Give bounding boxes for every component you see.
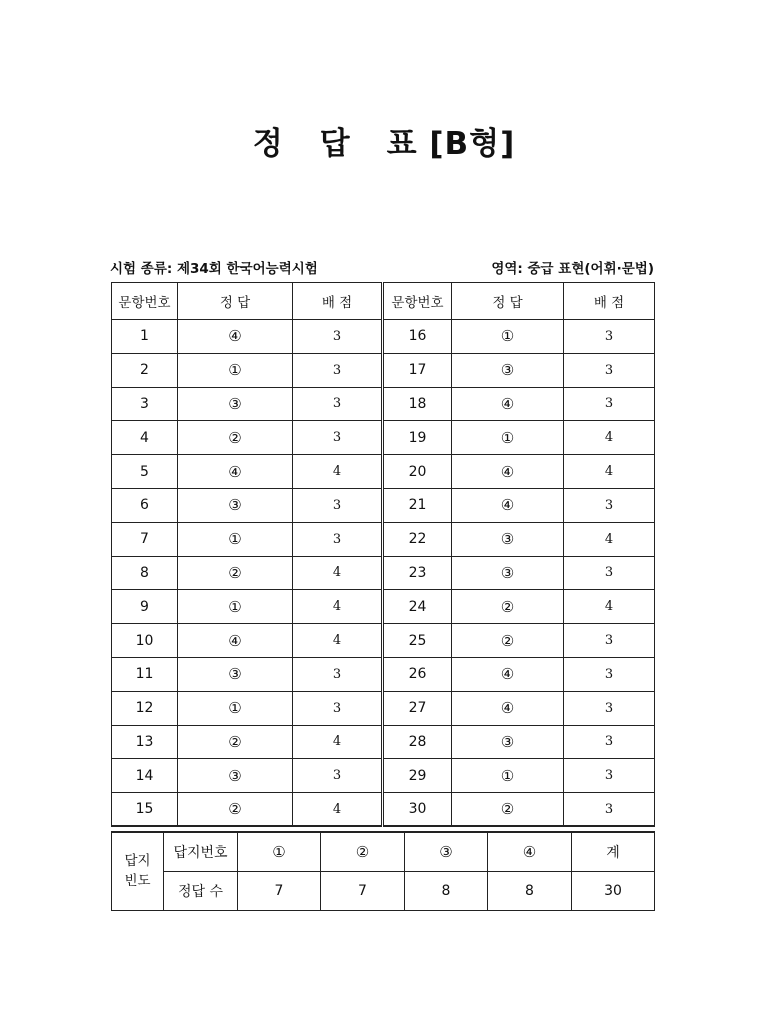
title-part-3: 표 [B형] bbox=[386, 126, 516, 162]
question-number: 15 bbox=[112, 793, 178, 827]
table-row bbox=[112, 455, 655, 489]
question-number: 2 bbox=[112, 353, 178, 387]
answer-mark: ① bbox=[452, 421, 564, 455]
points-value: 4 bbox=[293, 624, 383, 658]
table-row bbox=[112, 387, 655, 421]
answer-mark: ③ bbox=[452, 725, 564, 759]
header-number: 문항번호 bbox=[383, 283, 452, 320]
question-number: 28 bbox=[383, 725, 452, 759]
points-value: 3 bbox=[564, 725, 655, 759]
question-number: 24 bbox=[383, 590, 452, 624]
answer-mark: ① bbox=[178, 590, 293, 624]
answer-mark: ② bbox=[178, 725, 293, 759]
table-row bbox=[112, 793, 655, 827]
option-1: ① bbox=[238, 832, 321, 871]
question-number: 22 bbox=[383, 522, 452, 556]
points-value: 3 bbox=[564, 624, 655, 658]
exam-area: 영역: 중급 표현(어휘·문법) bbox=[491, 261, 654, 277]
answer-mark: ② bbox=[452, 793, 564, 827]
points-value: 3 bbox=[564, 353, 655, 387]
table-row bbox=[112, 725, 655, 759]
points-value: 3 bbox=[564, 759, 655, 793]
question-number: 4 bbox=[112, 421, 178, 455]
points-value: 4 bbox=[293, 455, 383, 489]
answer-mark: ② bbox=[178, 556, 293, 590]
points-value: 3 bbox=[293, 353, 383, 387]
answer-mark: ① bbox=[178, 691, 293, 725]
answer-mark: ③ bbox=[452, 353, 564, 387]
question-number: 27 bbox=[383, 691, 452, 725]
count-option-3: 8 bbox=[405, 871, 488, 910]
question-number: 9 bbox=[112, 590, 178, 624]
answer-mark: ② bbox=[178, 793, 293, 827]
points-value: 3 bbox=[564, 387, 655, 421]
points-value: 3 bbox=[564, 320, 655, 354]
frequency-label-line2: 빈도 bbox=[124, 873, 151, 890]
header-answer: 정 답 bbox=[452, 283, 564, 320]
answer-mark: ③ bbox=[178, 657, 293, 691]
table-row bbox=[112, 556, 655, 590]
answer-mark: ④ bbox=[178, 320, 293, 354]
points-value: 4 bbox=[293, 590, 383, 624]
points-value: 3 bbox=[293, 387, 383, 421]
points-value: 3 bbox=[293, 421, 383, 455]
answer-mark: ② bbox=[452, 624, 564, 658]
points-value: 3 bbox=[293, 657, 383, 691]
option-number-label: 답지번호 bbox=[164, 832, 238, 871]
points-value: 3 bbox=[293, 488, 383, 522]
answer-mark: ① bbox=[452, 759, 564, 793]
question-number: 23 bbox=[383, 556, 452, 590]
points-value: 3 bbox=[564, 556, 655, 590]
points-value: 3 bbox=[293, 320, 383, 354]
question-number: 6 bbox=[112, 488, 178, 522]
answer-mark: ④ bbox=[452, 488, 564, 522]
points-value: 3 bbox=[564, 691, 655, 725]
points-value: 3 bbox=[293, 522, 383, 556]
count-total: 30 bbox=[572, 871, 655, 910]
answer-mark: ③ bbox=[178, 488, 293, 522]
points-value: 3 bbox=[564, 793, 655, 827]
answer-mark: ① bbox=[452, 320, 564, 354]
exam-type: 시험 종류: 제34회 한국어능력시험 bbox=[110, 261, 318, 277]
answer-mark: ④ bbox=[452, 455, 564, 489]
frequency-label bbox=[112, 832, 164, 910]
option-4: ④ bbox=[488, 832, 572, 871]
table-row bbox=[112, 657, 655, 691]
table-header-row bbox=[112, 283, 655, 320]
answer-mark: ④ bbox=[178, 455, 293, 489]
header-points: 배 점 bbox=[564, 283, 655, 320]
answer-mark: ④ bbox=[452, 691, 564, 725]
header-answer: 정 답 bbox=[178, 283, 293, 320]
frequency-label-line1: 답지 bbox=[124, 853, 151, 870]
question-number: 10 bbox=[112, 624, 178, 658]
question-number: 17 bbox=[383, 353, 452, 387]
correct-count-label: 정답 수 bbox=[164, 871, 238, 910]
exam-info bbox=[110, 257, 654, 277]
option-3: ③ bbox=[405, 832, 488, 871]
question-number: 12 bbox=[112, 691, 178, 725]
question-number: 25 bbox=[383, 624, 452, 658]
table-row bbox=[112, 759, 655, 793]
table-row bbox=[112, 488, 655, 522]
table-row bbox=[112, 421, 655, 455]
question-number: 30 bbox=[383, 793, 452, 827]
frequency-row-options bbox=[112, 832, 655, 871]
answer-mark: ③ bbox=[452, 556, 564, 590]
answer-mark: ① bbox=[178, 353, 293, 387]
points-value: 3 bbox=[293, 759, 383, 793]
question-number: 11 bbox=[112, 657, 178, 691]
answer-mark: ④ bbox=[452, 387, 564, 421]
points-value: 4 bbox=[564, 455, 655, 489]
question-number: 8 bbox=[112, 556, 178, 590]
question-number: 19 bbox=[383, 421, 452, 455]
question-number: 18 bbox=[383, 387, 452, 421]
page-title bbox=[0, 118, 768, 163]
points-value: 4 bbox=[564, 421, 655, 455]
points-value: 4 bbox=[293, 556, 383, 590]
option-2: ② bbox=[321, 832, 405, 871]
frequency-row-counts bbox=[112, 871, 655, 910]
table-row bbox=[112, 590, 655, 624]
option-total: 계 bbox=[572, 832, 655, 871]
answer-mark: ④ bbox=[178, 624, 293, 658]
header-number: 문항번호 bbox=[112, 283, 178, 320]
question-number: 21 bbox=[383, 488, 452, 522]
points-value: 4 bbox=[293, 725, 383, 759]
question-number: 3 bbox=[112, 387, 178, 421]
question-number: 20 bbox=[383, 455, 452, 489]
question-number: 13 bbox=[112, 725, 178, 759]
answer-key-table bbox=[111, 282, 655, 827]
count-option-2: 7 bbox=[321, 871, 405, 910]
question-number: 7 bbox=[112, 522, 178, 556]
count-option-4: 8 bbox=[488, 871, 572, 910]
points-value: 4 bbox=[293, 793, 383, 827]
answer-mark: ④ bbox=[452, 657, 564, 691]
question-number: 29 bbox=[383, 759, 452, 793]
question-number: 5 bbox=[112, 455, 178, 489]
points-value: 4 bbox=[564, 590, 655, 624]
answer-mark: ③ bbox=[178, 387, 293, 421]
count-option-1: 7 bbox=[238, 871, 321, 910]
question-number: 14 bbox=[112, 759, 178, 793]
table-row bbox=[112, 624, 655, 658]
points-value: 3 bbox=[293, 691, 383, 725]
answer-mark: ② bbox=[178, 421, 293, 455]
title-part-1: 정 bbox=[252, 126, 284, 162]
answer-mark: ③ bbox=[452, 522, 564, 556]
table-row bbox=[112, 320, 655, 354]
question-number: 16 bbox=[383, 320, 452, 354]
answer-mark: ① bbox=[178, 522, 293, 556]
points-value: 3 bbox=[564, 657, 655, 691]
answer-mark: ② bbox=[452, 590, 564, 624]
table-row bbox=[112, 691, 655, 725]
question-number: 1 bbox=[112, 320, 178, 354]
table-row bbox=[112, 353, 655, 387]
answer-frequency-table bbox=[111, 831, 655, 911]
title-part-2: 답 bbox=[319, 126, 351, 162]
table-row bbox=[112, 522, 655, 556]
question-number: 26 bbox=[383, 657, 452, 691]
answer-mark: ③ bbox=[178, 759, 293, 793]
header-points: 배 점 bbox=[293, 283, 383, 320]
points-value: 3 bbox=[564, 488, 655, 522]
points-value: 4 bbox=[564, 522, 655, 556]
